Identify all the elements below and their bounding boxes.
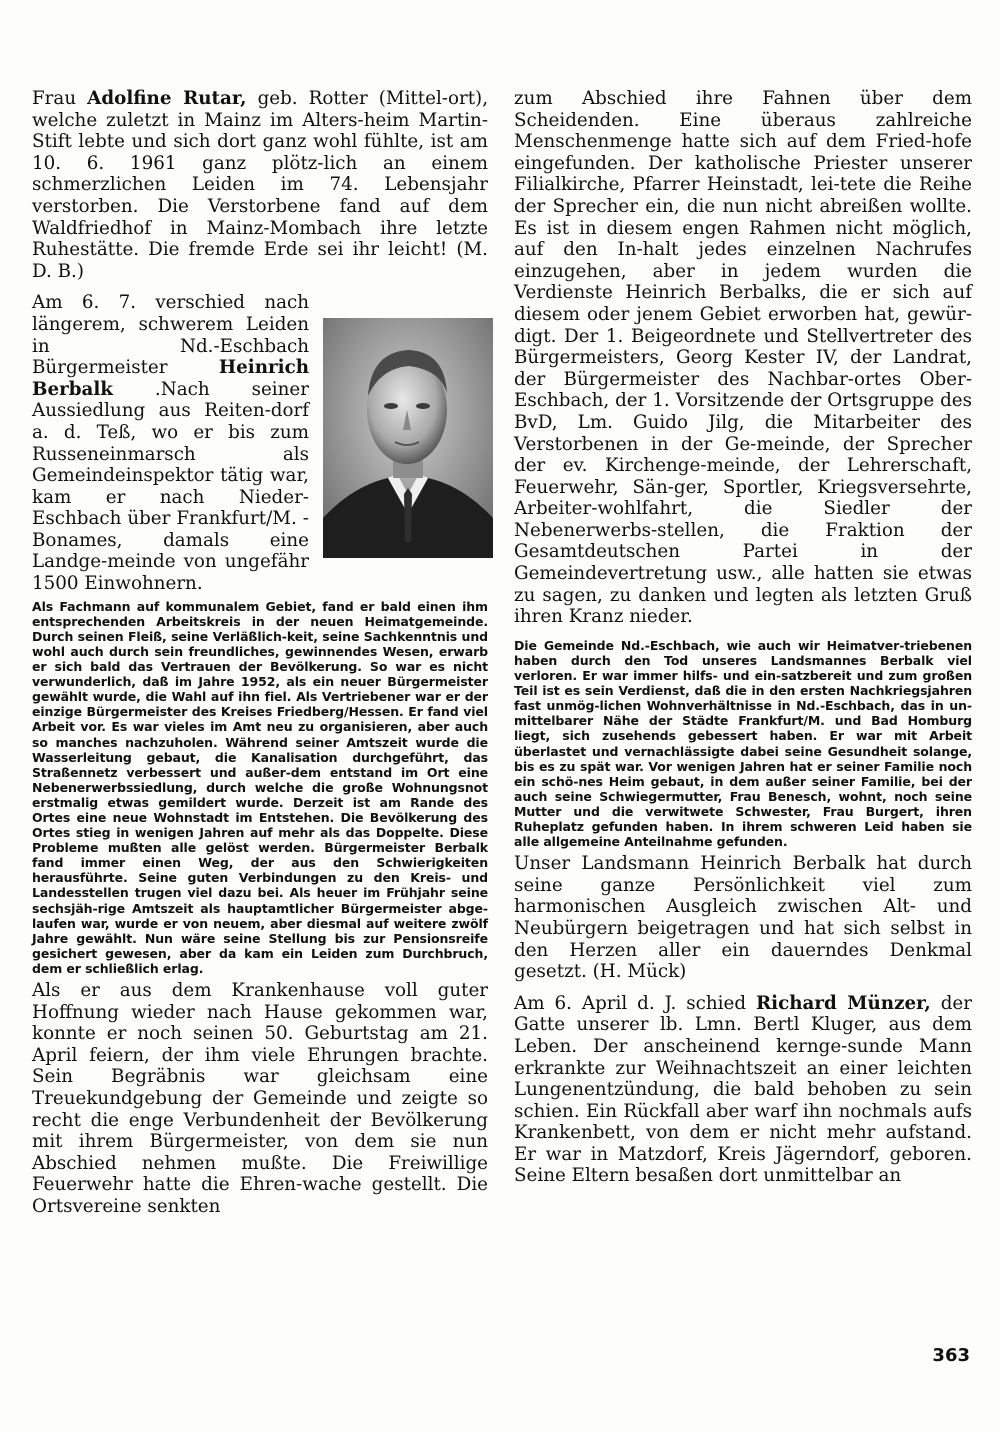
rutar-intro: Frau: [32, 88, 88, 109]
berbalk-intro: Am 6. 7. verschied nach längerem, schwerem Leiden in Nd.-Eschbach Bürgermeister: [32, 292, 309, 379]
person-name-rutar: Adolfine Rutar,: [87, 88, 247, 109]
person-name-muenzer: Richard Münzer,: [755, 992, 931, 1014]
right-column: [514, 88, 972, 1187]
closing-tribute-paragraph: Unser Landsmann Heinrich Berbalk hat durch seine ganze Persönlichkeit viel zum harmonischen Ausgleich zwischen Alt- und Neubürgern beigetragen und hat sich selbst in den Herzen aller ein dauerndes Denkmal gesetzt. (H. Mück): [514, 853, 972, 983]
muenzer-text: der Gatte unserer lb. Lmn. Bertl Kluger, aus dem Leben. Der anscheinend kernge-sunde Mann erkrankte zur Weihnachtszeit an einer leichten Lungenentzündung, die bald behoben zu sein schien. Ein Rückfall aber warf ihn nochmals aufs Krankenbett, von dem er nicht mehr aufstand. Er war in Matzdorf, Kreis Jägerndorf, geboren. Seine Eltern besaßen dort unmittelbar an: [514, 992, 972, 1187]
muenzer-intro: Am 6. April d. J. schied: [514, 992, 756, 1014]
berbalk-career-paragraph: Als Fachmann auf kommunalem Gebiet, fand er bald einen ihm entsprechenden Arbeitskreis in der neuen Heimatgemeinde. Durch seinen Fleiß, seine Verläßlich-keit, seine Sachkenntnis und wohl auch durch sein freundliches, gewinnendes Wesen, erwarb er sich bald das Vertrauen der Bevölkerung. So war es nicht verwunderlich, daß im Jahre 1952, als ein neuer Bürgermeister gewählt wurde, die Wahl auf ihn fiel. Als Vertriebener war er der einzige Bürgermeister des Kreises Friedberg/Hessen. Er fand viel Arbeit vor. Es war vieles im Amt neu zu organisieren, aber auch so manches nachzuholen. Während seiner Amtszeit wurde die Wasserleitung gebaut, die Kanalisation durchgeführt, das Straßennetz verbessert und außer-dem entstand im Ort eine Nebenerwerbssiedlung, durch welche die große Wohnungsnot erstmalig etwas gemildert wurde. Derzeit ist am Rande des Ortes eine neue Wohnstadt im Entstehen. Die Bevölkerung des Ortes stieg in wenigen Jahren auf mehr als das Doppelte. Diese Probleme mußten alle gelöst werden. Bürgermeister Berbalk fand immer einen Weg, der aus den Schwierigkeiten herausführte. Seine guten Verbindungen zu den Kreis- und Landesstellen trugen viel dazu bei. Als heuer im Frühjahr seine sechsjäh-rige Amtszeit als hauptamtlicher Bürgermeister abge-laufen war, wurde er von neuem, aber diesmal auf weitere zwölf Jahre gewählt. Nun wäre seine Stellung bis zur Pensionsreife gesichert gewesen, aber da kam ein Leiden zum Durchbruch, dem er schließlich erlag.: [32, 598, 488, 976]
funeral-continuation-paragraph: zum Abschied ihre Fahnen über dem Scheidenden. Eine überaus zahlreiche Menschenmenge hatte sich auf dem Fried-hofe eingefunden. Der katholische Priester unserer Filialkirche, Pfarrer Heinstadt, lei-tete die Reihe der Sprecher ein, die nun nicht abreißen wollte. Es ist in diesem engen Rahmen nicht möglich, auf den In-halt jedes einzelnen Nachrufes einzugehen, aber in jedem wurden die Verdienste Heinrich Berbalks, die er sich auf diesem oder jenem Gebiet erworben hat, gewür-digt. Der 1. Beigeordnete und Stellvertreter des Bürgermeisters, Georg Kester IV, der Landrat, der Bürgermeister des Nachbar-ortes Ober-Eschbach, der 1. Vorsitzende der Ortsgruppe des BvD, Lm. Guido Jilg, die Mitarbeiter des Verstorbenen in der Ge-meinde, der Sprecher der ev. Kirchenge-meinde, der Lehrerschaft, Feuerwehr, Sän-ger, Sportler, Kriegsversehrte, Arbeiter-wohlfahrt, die Siedler der Nebenerwerbs-stellen, die Fraktion der Gesamtdeutschen Partei in der Gemeindevertretung usw., alle hatten sie etwas zu sagen, zu danken und legten als letzten Gruß ihren Kranz nieder.: [514, 88, 972, 628]
page-number: 363: [932, 1345, 970, 1366]
rutar-text: geb. Rotter (Mittel-ort), welche zuletzt in Mainz im Alters-heim Martin-Stift lebte und sich dort ganz wohl fühlte, ist am 10. 6. 1961 ganz plötz-lich an einem schmerzlichen Leiden im 74. Lebensjahr verstorben. Die Verstorbene fand auf dem Waldfriedhof in Mainz-Mombach ihre letzte Ruhestätte. Die fremde Erde sei ihr leicht! (M. D. B.): [32, 88, 489, 282]
community-tribute-paragraph: Die Gemeinde Nd.-Eschbach, wie auch wir Heimatver-triebenen haben durch den Tod unseres Landsmannes Berbalk viel verloren. Er war immer hilfs- und ein-satzbereit und zum großen Teil ist es sein Verdienst, daß die in den ersten Nachkriegsjahren fast unmög-lichen Wohnverhältnisse in Nd.-Eschbach, das in un-mittelbarer Nähe der Städte Frankfurt/M. und Bad Homburg liegt, sich zusehends gebessert haben. Er war mit Arbeit überlastet und vernachlässigte dabei seine Gesundheit solange, bis es zu spät war. Vor wenigen Jahren hat er seiner Familie noch ein schö-nes Heim gebaut, in dem außer seiner Familie, bei der auch seine Schwiegermutter, Frau Benesch, wohnt, noch seine Mutter und die verwitwete Schwester, Frau Burgert, ihren Ruheplatz gefunden haben. In ihrem schweren Leid haben sie alle allgemeine Anteilnahme gefunden.: [514, 637, 972, 850]
berbalk-text: .Nach seiner Aussiedlung aus Reiten-dorf a. d. Teß, wo er bis zum Russeneinmarsch als Gemeindeinspektor tätig war, kam er nach Nieder-Eschbach über Frankfurt/M. - Bonames, damals eine Landge-meinde von ungefähr 1500 Einwohnern.: [32, 378, 309, 595]
obituary-rutar: [32, 88, 488, 282]
person-name-berbalk: Heinrich Berbalk: [32, 357, 309, 400]
berbalk-section: [32, 292, 488, 594]
portrait-photo-berbalk: [323, 318, 493, 558]
left-column: [32, 88, 488, 1218]
obituary-muenzer: [514, 993, 972, 1187]
berbalk-funeral-paragraph: Als er aus dem Krankenhause voll guter Hoffnung wieder nach Hause gekommen war, konnte er noch seinen 50. Geburtstag am 21. April feiern, der ihm viele Ehrungen brachte. Sein Begräbnis war gleichsam eine Treuekundgebung der Gemeinde und zeigte so recht die enge Verbundenheit der Bevölkerung mit ihrem Bürgermeister, von dem sie nun Abschied nehmen mußte. Die Freiwillige Feuerwehr hatte die Ehren-wache gestellt. Die Ortsvereine senkten: [32, 980, 488, 1217]
